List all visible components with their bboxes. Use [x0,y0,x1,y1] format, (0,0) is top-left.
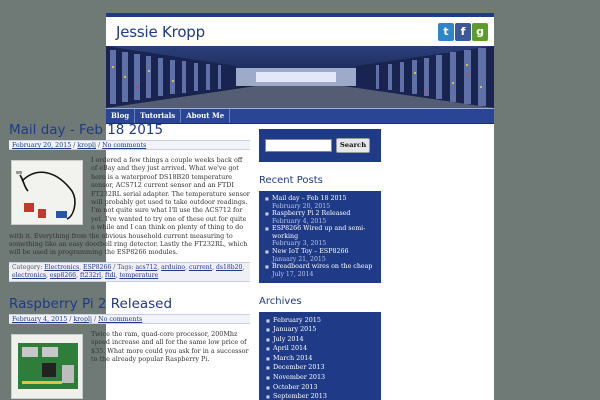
post-title-date[interactable]: Feb 18 2015 [79,122,164,138]
recent-post-date: July 17, 2014 [272,270,314,278]
recent-post-link[interactable]: ■ Breadboard wires on the cheap [265,263,375,271]
site-header [106,17,494,46]
tag-link[interactable]: ds18b20 [215,263,243,271]
recent-posts-heading: Recent Posts [259,175,323,186]
archive-link[interactable]: ■ February 2015 [265,316,375,326]
post-body-text: Twice the ram, quad-core processor, 200Mhz speed increase and all for the same low price of $35. What more could you ask for in a successor to the already popular Raspberry Pi. [91,329,249,364]
post-body [9,330,250,364]
recent-post-link[interactable]: ■ ESP8266 Wired up and semi-working [265,225,375,240]
search-widget [259,129,381,162]
nav-item-about-me[interactable]: About Me [181,109,230,123]
archives-list [259,312,381,400]
tags-label: Tags: [117,263,134,271]
post-meta: February 20, 2015 / kroplj / No comments [9,140,250,150]
google-plus-icon[interactable]: g [472,23,488,41]
recent-post-link[interactable]: ■ Raspberry Pi 2 Released [265,210,375,218]
post-comments-link[interactable]: No comments [102,142,147,149]
post-title[interactable]: Mail day - Feb 18 2015 [9,122,164,138]
tag-link[interactable]: ft232rl [79,271,102,279]
archive-link[interactable]: ■ April 2014 [265,344,375,354]
nav-item-tutorials[interactable]: Tutorials [135,109,181,123]
recent-post-date: February 3, 2015 [272,240,327,248]
tag-link[interactable]: ftdi [105,271,116,279]
server-racks-image [106,46,494,108]
post-date-link[interactable]: February 4, 2015 [12,315,68,323]
recent-post-link[interactable]: ■ Mail day – Feb 18 2015 [265,195,375,203]
post-comments-link[interactable]: No comments [98,315,143,323]
post-categories-tags: Category: Electronics, ESP8266 / Tags: acs712, arduino, current, ds18b20, electronics, esp8266, ft232rl, ftdi, temperature [9,262,250,282]
recent-post-date: January 21, 2015 [272,255,326,263]
archive-link[interactable]: ■ November 2013 [265,373,375,383]
tag-link[interactable]: esp8266 [49,271,77,279]
post-author-link[interactable]: kroplj [77,142,96,149]
archive-link[interactable]: ■ March 2014 [265,354,375,364]
archive-link[interactable]: ■ July 2014 [265,335,375,345]
tag-link[interactable]: arduino [161,263,186,271]
recent-post-link[interactable]: ■ New IoT Toy – ESP8266 [265,248,375,256]
search-input[interactable] [265,139,332,152]
archives-heading: Archives [259,295,302,307]
archive-link[interactable]: ■ October 2013 [265,383,375,393]
post-title[interactable]: Raspberry Pi 2 Released [9,295,173,312]
post-title-text[interactable]: Mail day [9,122,66,138]
post-meta: February 4, 2015 / kroplj / No comments [9,314,250,324]
category-link[interactable]: ESP8266 [83,263,112,271]
category-link[interactable]: Electronics [44,263,80,271]
archive-link[interactable]: ■ January 2015 [265,325,375,335]
header-banner-image [106,46,494,108]
category-label: Category: [12,263,43,271]
nav-item-blog[interactable]: Blog [106,109,135,123]
post-date-link[interactable]: February 20, 2015 [12,142,72,149]
tag-link[interactable]: temperature [119,271,159,279]
archive-link[interactable]: ■ September 2013 [265,392,375,400]
search-button[interactable]: Search [336,138,370,153]
recent-post-date: February 20, 2015 [272,202,331,210]
raspberry-pi-photo[interactable] [11,334,83,399]
site-title[interactable]: Jessie Kropp [116,23,205,41]
main-content [9,122,250,400]
post-raspberry-pi [9,296,250,364]
social-links [438,23,488,41]
tag-link[interactable]: current [188,263,213,271]
archive-link[interactable]: ■ December 2013 [265,363,375,373]
post-body-text: I ordered a few things a couple weeks back off of eBay and they just arrived. What we've got here is a waterproof DS18B20 temperature sensor, ACS712 current sensor and an FTDI FT232RL serial adapter. The temperature sensor will probably get used to take outdoor readings. I'm not quite sure what I'll use the ACS712 for yet. I've wanted to try one of these out for quite a while and I can think on plenty of thing to do with it. Everything from the obvious household current measuring to something like an easy doorbell ring detector. Lastly the FT232RL, which will be used in programming the ESP8266 modules. [9,156,250,257]
recent-post-date: February 4, 2015 [272,217,327,225]
tag-link[interactable]: acs712 [135,263,158,271]
twitter-icon[interactable]: t [438,23,454,41]
recent-posts-list [259,191,381,283]
sidebar [259,129,381,400]
post-mail-day [9,122,250,282]
tag-link[interactable]: electronics [12,271,47,279]
facebook-icon[interactable]: f [455,23,471,41]
post-author-link[interactable]: kroplj [73,315,92,323]
sensors-photo[interactable] [11,160,83,225]
post-body [9,156,250,257]
